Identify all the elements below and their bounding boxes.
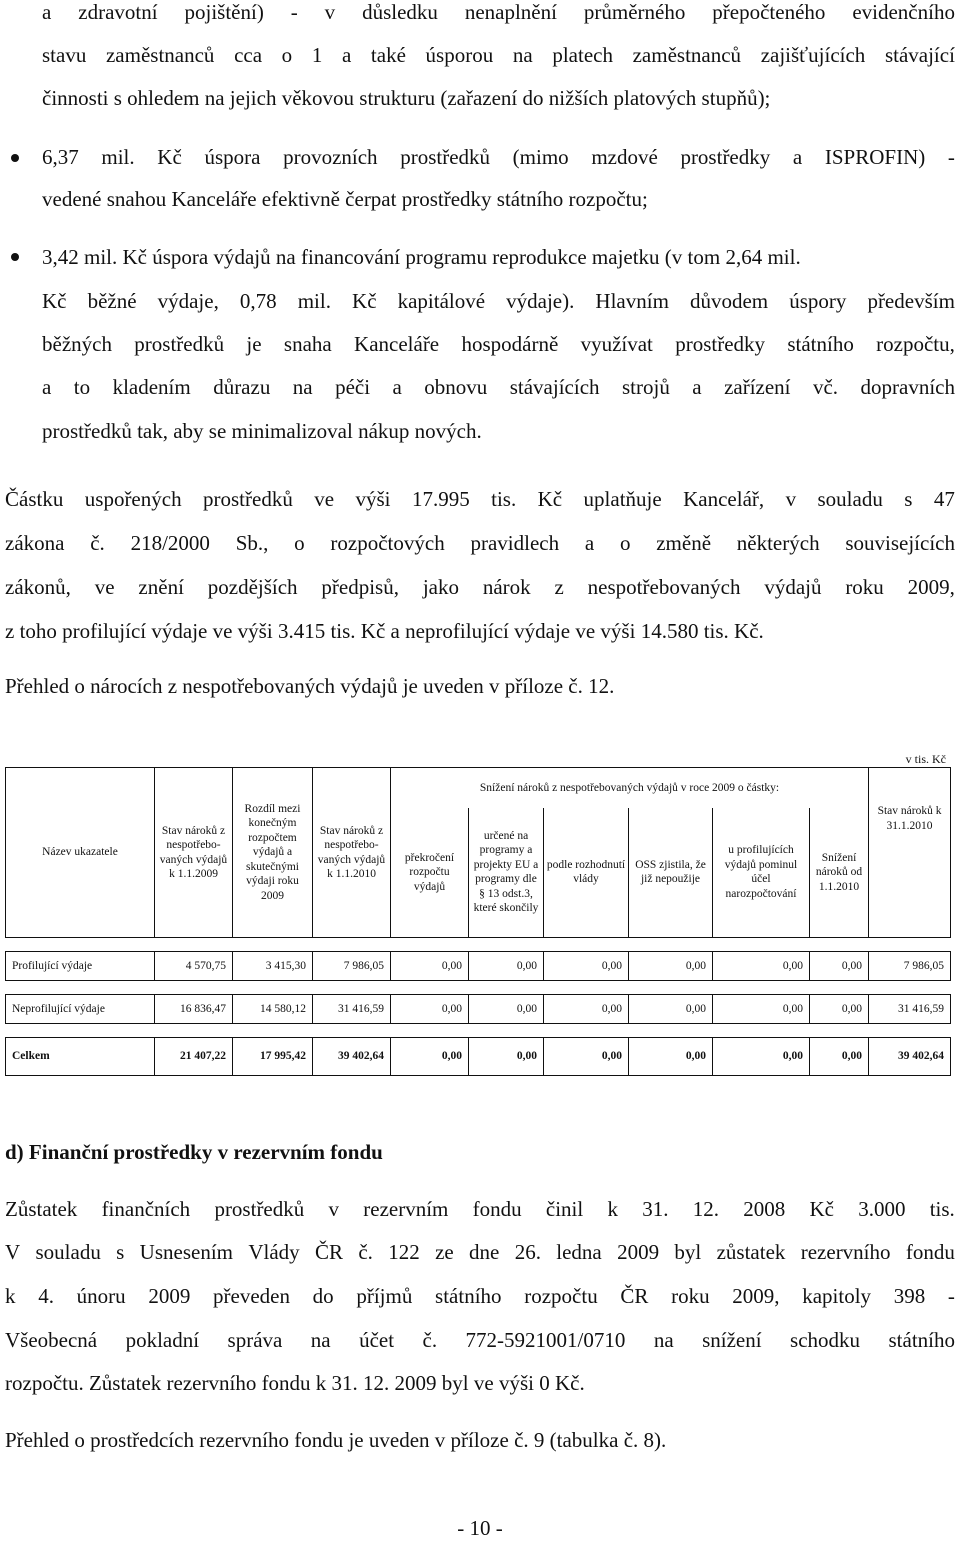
word: 2009,	[907, 575, 955, 599]
word: zákona	[5, 531, 65, 555]
text-line	[5, 531, 955, 555]
header-reduction-2010: Snížení nároků od 1.1.2010	[810, 808, 869, 938]
word: o	[294, 531, 305, 555]
word: V	[5, 1240, 21, 1264]
word: a	[392, 375, 402, 399]
word: převeden	[213, 1284, 290, 1308]
word: některých	[736, 531, 820, 555]
header-eu-programs: určené na programy a projekty EU a programy dle § 13 odst.3, které skončily	[469, 808, 544, 938]
word: k	[607, 1197, 618, 1221]
word: roku	[671, 1284, 710, 1308]
word: to	[73, 375, 91, 399]
text-line	[5, 1240, 955, 1264]
word: prostředků	[203, 487, 293, 511]
word: prostředků	[134, 332, 225, 356]
word: stávajících	[509, 375, 600, 399]
word: výdaje,	[157, 289, 219, 313]
table-cell: 0,00	[544, 995, 629, 1024]
table-cell: 0,00	[810, 952, 869, 981]
table-cell: 0,00	[544, 1038, 629, 1076]
word: Kč	[42, 289, 67, 313]
word: byl	[674, 1240, 702, 1264]
word: mil.	[297, 289, 331, 313]
table-cell: 0,00	[810, 1038, 869, 1076]
bullet-icon	[11, 253, 19, 261]
word: 31.	[642, 1197, 669, 1221]
word: a	[42, 0, 52, 24]
word: uplatňuje	[583, 487, 662, 511]
text-line	[5, 1328, 955, 1352]
text-line	[42, 289, 955, 313]
word: Všeobecná	[5, 1328, 98, 1352]
word: tis.	[491, 487, 517, 511]
word: a	[584, 531, 595, 555]
word: příjmů	[356, 1284, 413, 1308]
word: Kč	[157, 145, 182, 169]
word: 398	[893, 1284, 926, 1308]
text-line: rozpočtu. Zůstatek rezervního fondu k 31. 12. 2009 byl ve výši 0 Kč.	[5, 1371, 585, 1395]
word: prostředky	[675, 332, 766, 356]
word: uspořených	[84, 487, 182, 511]
word: ledna	[556, 1240, 602, 1264]
word: Zůstatek	[5, 1197, 78, 1221]
header-purpose-lapsed: u profilujících výdajů pominul účel narozpočtování	[713, 808, 810, 938]
table-cell: 0,00	[810, 995, 869, 1024]
word: snížení	[702, 1328, 762, 1352]
word: změně	[656, 531, 712, 555]
text-line	[5, 575, 955, 599]
word: ze	[435, 1240, 454, 1264]
text-line: vedené snahou Kanceláře efektivně čerpat prostředky státního rozpočtu;	[42, 187, 648, 211]
word: souladu	[817, 487, 883, 511]
word: č.	[422, 1328, 438, 1352]
table-cell: 0,00	[629, 952, 713, 981]
word: rezervního	[800, 1240, 891, 1264]
bullet-icon	[11, 154, 19, 162]
text-line	[5, 487, 955, 511]
word: přepočteného	[712, 0, 826, 24]
table-cell: 7 986,05	[313, 952, 391, 981]
word: souladu	[35, 1240, 101, 1264]
word: Částku	[5, 487, 64, 511]
section-heading: d) Finanční prostředky v rezervním fondu	[5, 1140, 383, 1164]
word: tis.	[929, 1197, 955, 1221]
word: 2009	[148, 1284, 191, 1308]
word: ISPROFIN)	[824, 145, 926, 169]
word: únoru	[76, 1284, 126, 1308]
word: Sb.,	[235, 531, 269, 555]
word: správa	[227, 1328, 283, 1352]
word: výdajů	[764, 575, 822, 599]
word: státního	[787, 332, 854, 356]
word: stávající	[884, 43, 955, 67]
word: finančních	[101, 1197, 191, 1221]
word: 17.995	[411, 487, 470, 511]
word: -	[947, 145, 955, 169]
word: Kč	[809, 1197, 834, 1221]
word: č.	[90, 531, 105, 555]
row-label: Profilující výdaje	[6, 952, 155, 981]
word: ve	[94, 575, 115, 599]
word: 12.	[692, 1197, 719, 1221]
word: 0,78	[239, 289, 277, 313]
word: péči	[335, 375, 371, 399]
word: dne	[469, 1240, 500, 1264]
word: Usnesením	[139, 1240, 233, 1264]
word: činil	[545, 1197, 584, 1221]
word: předpisů,	[321, 575, 399, 599]
text-line	[42, 375, 955, 399]
text-line: prostředků tak, aby se minimalizoval nákup nových.	[42, 419, 482, 443]
word: 2009,	[732, 1284, 780, 1308]
word: o	[619, 531, 631, 555]
word: v	[328, 1197, 340, 1221]
word: především	[867, 289, 955, 313]
word: 26.	[514, 1240, 541, 1264]
table-cell: 7 986,05	[869, 952, 951, 981]
word: prostředků	[214, 1197, 305, 1221]
word: hospodárně	[461, 332, 559, 356]
word: pojištění)	[184, 0, 264, 24]
word: znění	[138, 575, 184, 599]
word: Kč	[537, 487, 563, 511]
word: mzdové	[591, 145, 658, 169]
word: strojů	[621, 375, 670, 399]
table-cell: 0,00	[713, 1038, 810, 1076]
table-cell: 39 402,64	[313, 1038, 391, 1076]
table-cell: 3 415,30	[233, 952, 313, 981]
word: mil.	[101, 145, 135, 169]
word: prostředků	[400, 145, 491, 169]
word: roku	[845, 575, 884, 599]
word: je	[246, 332, 262, 356]
word: 218/2000	[130, 531, 210, 555]
word: a	[792, 145, 803, 169]
word: pokladní	[125, 1328, 200, 1352]
word: na	[653, 1328, 674, 1352]
word: státního	[888, 1328, 955, 1352]
word: kapitoly	[802, 1284, 872, 1308]
word: dopravních	[860, 375, 955, 399]
word: účet	[359, 1328, 395, 1352]
word: a	[341, 43, 352, 67]
word: pravidlech	[470, 531, 560, 555]
word: 1	[311, 43, 323, 67]
table-cell: 0,00	[469, 995, 544, 1024]
word: nenaplnění	[464, 0, 557, 24]
table-cell: 0,00	[713, 952, 810, 981]
table-cell: 0,00	[391, 1038, 469, 1076]
row-label: Neprofilující výdaje	[6, 995, 155, 1024]
word: k	[5, 1284, 16, 1308]
word: kladením	[112, 375, 191, 399]
header-oss-unused: OSS zjistila, že již nepoužije	[629, 808, 713, 938]
word: kapitálové	[397, 289, 486, 313]
word: 2008	[743, 1197, 786, 1221]
word: v	[324, 0, 336, 24]
word: -	[290, 0, 298, 24]
table-cell: 21 407,22	[155, 1038, 233, 1076]
word: o	[281, 43, 293, 67]
word: zákonů,	[5, 575, 71, 599]
word: s	[904, 487, 913, 511]
word: Kancelář,	[683, 487, 765, 511]
word: vč.	[812, 375, 839, 399]
header-government-decision: podle rozhodnutí vlády	[544, 808, 629, 938]
table-cell: 0,00	[629, 1038, 713, 1076]
word: Kanceláře	[354, 332, 440, 356]
word: nárok	[482, 575, 531, 599]
word: na	[512, 43, 533, 67]
word: státního	[435, 1284, 502, 1308]
word: 2009	[617, 1240, 660, 1264]
text-line	[42, 43, 955, 67]
word: -	[947, 1284, 955, 1308]
table-cell: 0,00	[391, 952, 469, 981]
word: výši	[355, 487, 391, 511]
word: jako	[422, 575, 459, 599]
word: 3.000	[858, 1197, 906, 1221]
word: nespotřebovaných	[587, 575, 741, 599]
table-cell: 16 836,47	[155, 995, 233, 1024]
word: fondu	[472, 1197, 522, 1221]
word: zdravotní	[78, 0, 158, 24]
text-line: Přehled o prostředcích rezervního fondu je uveden v příloze č. 9 (tabulka č. 8).	[5, 1428, 667, 1452]
word: zaměstnanců	[105, 43, 215, 67]
word: Vlády	[248, 1240, 300, 1264]
word: využívat	[580, 332, 653, 356]
text-line	[5, 1197, 955, 1221]
word: 772-5921001/0710	[465, 1328, 626, 1352]
word: běžné	[87, 289, 137, 313]
word: fondu	[905, 1240, 955, 1264]
word: také	[370, 43, 406, 67]
word: evidenčního	[852, 0, 955, 24]
word: zaměstnanců	[632, 43, 742, 67]
word: č.	[358, 1240, 373, 1264]
header-reduction-group: Snížení nároků z nespotřebovaných výdajů v roce 2009 o částky:	[391, 768, 869, 808]
header-claims-2010: Stav nároků z nespotřebo-vaných výdajů k 1.1.2010	[313, 768, 391, 938]
word: prostředky	[680, 145, 771, 169]
row-label: Celkem	[6, 1038, 155, 1076]
word: úsporou	[425, 43, 494, 67]
word: 122	[388, 1240, 420, 1264]
word: platech	[552, 43, 613, 67]
text-line	[42, 0, 955, 24]
table-cell: 14 580,12	[233, 995, 313, 1024]
word: výdaje).	[506, 289, 575, 313]
word: Kč	[352, 289, 377, 313]
word: z	[554, 575, 564, 599]
word: pozdějších	[207, 575, 298, 599]
table-cell: 0,00	[469, 952, 544, 981]
word: obnovu	[424, 375, 488, 399]
word: rozpočtu,	[876, 332, 955, 356]
table-row	[6, 995, 951, 1024]
text-line	[5, 1284, 955, 1308]
word: provozních	[283, 145, 378, 169]
table-cell: 0,00	[713, 995, 810, 1024]
word: rezervním	[363, 1197, 449, 1221]
table-row-total	[6, 1038, 951, 1076]
word: (mimo	[512, 145, 569, 169]
text-line	[42, 145, 955, 169]
table-cell: 39 402,64	[869, 1038, 951, 1076]
word: zůstatek	[716, 1240, 786, 1264]
word: na	[292, 375, 313, 399]
text-line: Přehled o nárocích z nespotřebovaných výdajů je uveden v příloze č. 12.	[5, 674, 615, 698]
word: s	[116, 1240, 125, 1264]
text-line: činnosti s ohledem na jejich věkovou strukturu (zařazení do nižších platových stupňů);	[42, 86, 771, 110]
table-cell: 31 416,59	[313, 995, 391, 1024]
word: rozpočtu	[524, 1284, 598, 1308]
word: úspora	[204, 145, 261, 169]
text-line: 3,42 mil. Kč úspora výdajů na financování programu reprodukce majetku (v tom 2,64 mil.	[42, 245, 801, 269]
word: úspory	[789, 289, 847, 313]
table-row	[6, 952, 951, 981]
word: souvisejících	[845, 531, 955, 555]
word: 4.	[38, 1284, 54, 1308]
word: důrazu	[213, 375, 271, 399]
word: do	[312, 1284, 334, 1308]
table-cell: 17 995,42	[233, 1038, 313, 1076]
table-cell: 0,00	[544, 952, 629, 981]
table-cell: 31 416,59	[869, 995, 951, 1024]
word: zařízení	[724, 375, 791, 399]
word: ČR	[620, 1284, 649, 1308]
word: rozpočtových	[330, 531, 445, 555]
word: důvodem	[689, 289, 769, 313]
word: a	[692, 375, 702, 399]
word: Hlavním	[595, 289, 669, 313]
word: běžných	[42, 332, 112, 356]
page-number: - 10 -	[457, 1516, 503, 1540]
word: 6,37	[42, 145, 79, 169]
table-unit-label: v tis. Kč	[905, 752, 946, 766]
word: snaha	[283, 332, 332, 356]
header-claims-final: Stav nároků k 31.1.2010	[869, 768, 951, 938]
word: ČR	[314, 1240, 343, 1264]
header-difference: Rozdíl mezi konečným rozpočtem výdajů a skutečnými výdaji roku 2009	[233, 768, 313, 938]
claims-table	[5, 767, 951, 1076]
word: schodku	[790, 1328, 861, 1352]
header-claims-2009: Stav nároků z nespotřebo-vaných výdajů k 1.1.2009	[155, 768, 233, 938]
header-name: Název ukazatele	[6, 768, 155, 938]
text-line	[42, 332, 955, 356]
table-cell: 0,00	[629, 995, 713, 1024]
word: 47	[933, 487, 955, 511]
table-cell: 4 570,75	[155, 952, 233, 981]
text-line: z toho profilující výdaje ve výši 3.415 tis. Kč a neprofilující výdaje ve výši 14.580 tis. Kč.	[5, 619, 764, 643]
header-overrun: překročení rozpočtu výdajů	[391, 808, 469, 938]
word: stavu	[42, 43, 87, 67]
table-cell: 0,00	[469, 1038, 544, 1076]
word: zajišťujících	[760, 43, 866, 67]
word: v	[785, 487, 797, 511]
word: důsledku	[362, 0, 438, 24]
word: a	[42, 375, 52, 399]
word: cca	[234, 43, 263, 67]
word: na	[310, 1328, 331, 1352]
table-cell: 0,00	[391, 995, 469, 1024]
word: průměrného	[583, 0, 686, 24]
word: ve	[314, 487, 335, 511]
